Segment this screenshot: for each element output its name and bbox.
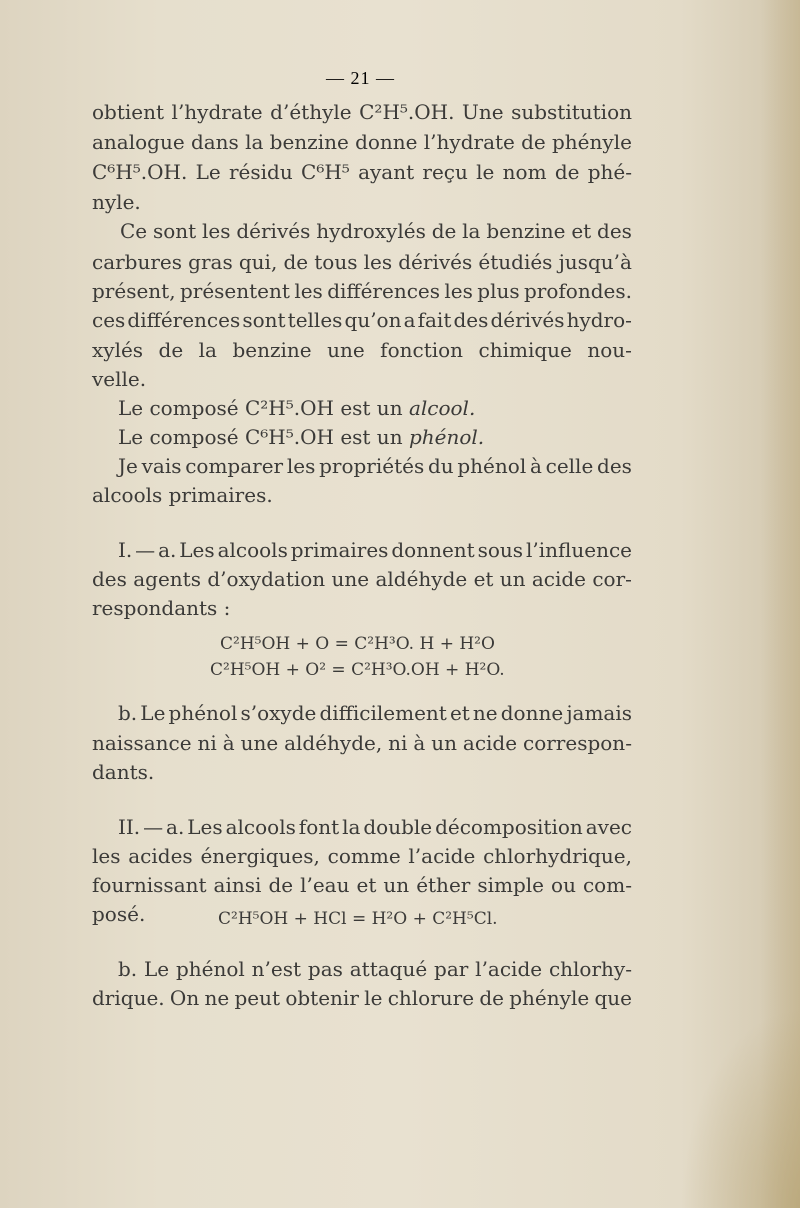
word: naissance <box>92 731 192 755</box>
word: phénol <box>175 957 245 981</box>
word: agents <box>133 567 201 591</box>
word: carbures <box>92 250 183 274</box>
page-corner-stain <box>680 1008 800 1208</box>
word: l’hydrate <box>171 100 263 124</box>
word: double <box>363 815 433 839</box>
word: une <box>331 567 370 591</box>
word: a. <box>158 538 177 562</box>
word: ne <box>472 701 498 725</box>
word: aldéhyde <box>375 567 468 591</box>
word: II. <box>118 815 141 839</box>
text-line: nyle. <box>92 190 141 214</box>
word: fournissant <box>92 873 207 897</box>
chemical-equation: C²H⁵OH + O² = C²H³O.OH + H²O. <box>210 660 505 680</box>
text-line <box>118 454 632 478</box>
word: les <box>202 219 231 243</box>
word: une <box>327 338 365 362</box>
word: com- <box>582 873 632 897</box>
text-line <box>92 338 632 362</box>
word: celle <box>545 454 594 478</box>
word: sont <box>152 219 197 243</box>
word: ces <box>92 308 126 332</box>
word: nou- <box>587 338 632 362</box>
word: jusqu’à <box>558 250 632 274</box>
word: et <box>571 219 592 243</box>
word: comparer <box>185 454 284 478</box>
word: acides <box>128 844 193 868</box>
word: donne <box>500 701 564 725</box>
word: reçu <box>422 160 468 184</box>
word: de <box>554 160 580 184</box>
word: un <box>383 873 410 897</box>
word: vais <box>141 454 182 478</box>
word: attaqué <box>349 957 428 981</box>
word: C⁶H⁵ <box>301 160 350 184</box>
word: aldéhyde, <box>284 731 383 755</box>
word: de <box>431 219 457 243</box>
word: alcools <box>217 538 288 562</box>
word: sont <box>242 308 286 332</box>
word: tous <box>314 250 358 274</box>
word: Le <box>195 160 221 184</box>
italic-term: alcool. <box>408 396 476 420</box>
text-line: velle. <box>92 367 147 391</box>
word: les <box>363 250 393 274</box>
word: d’éthyle <box>270 100 352 124</box>
word: une <box>240 731 279 755</box>
word: l’acide <box>475 957 543 981</box>
word: ni <box>197 731 217 755</box>
word: n’est <box>251 957 302 981</box>
word: et <box>449 701 470 725</box>
word: phé- <box>587 160 632 184</box>
word: la <box>462 219 481 243</box>
text-line: respondants : <box>92 596 231 620</box>
word: drique. <box>92 986 165 1010</box>
text-line <box>92 130 632 154</box>
word: Le <box>140 701 166 725</box>
text-line <box>92 250 632 274</box>
word: ayant <box>358 160 415 184</box>
word: phénol <box>168 701 238 725</box>
word: le <box>364 986 383 1010</box>
word: la <box>198 338 217 362</box>
word: a <box>403 308 416 332</box>
word: éther <box>416 873 471 897</box>
word: C²H⁵.OH. <box>359 100 455 124</box>
text-line <box>92 100 632 124</box>
word: chlorhy- <box>548 957 632 981</box>
word: les <box>444 279 473 303</box>
word: — <box>135 538 156 562</box>
word: analogue <box>92 130 185 154</box>
word: hydro- <box>566 308 632 332</box>
word: Les <box>187 815 223 839</box>
word: pas <box>307 957 343 981</box>
word: des <box>597 219 632 243</box>
word: plus <box>477 279 520 303</box>
word: gras <box>188 250 233 274</box>
word: différences <box>127 308 241 332</box>
word: à <box>413 731 426 755</box>
word: xylés <box>92 338 144 362</box>
word: sous <box>477 538 524 562</box>
text-line: Le composé C²H⁵.OH est un alcool. <box>118 396 476 420</box>
text-line <box>118 815 632 839</box>
text-line <box>92 986 632 1010</box>
word: du <box>427 454 454 478</box>
word: résidu <box>229 160 293 184</box>
word: profondes. <box>523 279 632 303</box>
text-line: alcools primaires. <box>92 483 273 507</box>
word: de <box>479 986 504 1010</box>
word: et <box>473 567 494 591</box>
word: benzine <box>486 219 566 243</box>
word: qu’on <box>344 308 402 332</box>
word: fait <box>417 308 452 332</box>
text-line <box>120 219 632 243</box>
word: — <box>143 815 164 839</box>
text-line <box>92 731 632 755</box>
word: énergiques, <box>200 844 320 868</box>
text-line <box>92 279 632 303</box>
word: le <box>476 160 495 184</box>
chemical-equation: C²H⁵OH + HCl = H²O + C²H⁵Cl. <box>218 909 498 929</box>
word: chimique <box>478 338 572 362</box>
word: hydroxylés <box>316 219 426 243</box>
word: qui, <box>238 250 278 274</box>
word: décomposition <box>435 815 583 839</box>
word: substitution <box>511 100 632 124</box>
word: On <box>169 986 200 1010</box>
word: des <box>597 454 632 478</box>
word: des <box>453 308 489 332</box>
word: I. <box>118 538 133 562</box>
word: telles <box>287 308 343 332</box>
word: la <box>245 130 264 154</box>
word: phénol <box>457 454 527 478</box>
word: dérivés <box>398 250 473 274</box>
word: font <box>298 815 340 839</box>
text-line <box>92 844 632 868</box>
text-line <box>92 308 632 332</box>
word: acide <box>462 731 518 755</box>
word: de <box>283 250 309 274</box>
word: comme <box>327 844 401 868</box>
word: Je <box>118 454 138 478</box>
word: un <box>431 731 457 755</box>
word: à <box>222 731 235 755</box>
word: les <box>294 279 323 303</box>
chemical-equation: C²H⁵OH + O = C²H³O. H + H²O <box>220 634 495 654</box>
text-line: Le composé C⁶H⁵.OH est un phénol. <box>118 425 485 449</box>
word: la <box>342 815 361 839</box>
word: b. <box>118 701 138 725</box>
word: chlorhydrique, <box>483 844 632 868</box>
word: C⁶H⁵.OH. <box>92 160 188 184</box>
word: donne <box>355 130 418 154</box>
word: donnent <box>391 538 475 562</box>
word: ou <box>551 873 576 897</box>
word: à <box>529 454 542 478</box>
word: obtient <box>92 100 165 124</box>
word: s’oxyde <box>240 701 317 725</box>
word: un <box>499 567 526 591</box>
word: b. <box>118 957 138 981</box>
word: ne <box>204 986 230 1010</box>
word: difficilement <box>319 701 447 725</box>
word: Ce <box>120 219 148 243</box>
word: présentent <box>179 279 290 303</box>
word: les <box>92 844 121 868</box>
word: ni <box>388 731 408 755</box>
word: les <box>286 454 316 478</box>
word: propriétés <box>319 454 425 478</box>
text-line: dants. <box>92 760 155 784</box>
word: primaires <box>290 538 389 562</box>
text-line <box>118 538 632 562</box>
word: ainsi <box>213 873 262 897</box>
text-line <box>118 701 632 725</box>
word: de <box>268 873 294 897</box>
word: et <box>356 873 377 897</box>
word: phényle <box>552 130 632 154</box>
word: l’hydrate <box>423 130 515 154</box>
word: nom <box>502 160 547 184</box>
italic-term: phénol. <box>408 425 485 449</box>
word: obtenir <box>285 986 359 1010</box>
word: que <box>594 986 632 1010</box>
word: benzine <box>232 338 312 362</box>
word: Le <box>144 957 170 981</box>
word: cor- <box>592 567 632 591</box>
word: étudiés <box>478 250 553 274</box>
word: d’oxydation <box>207 567 326 591</box>
page-number: — 21 — <box>326 68 395 88</box>
word: phényle <box>509 986 590 1010</box>
word: chlorure <box>387 986 475 1010</box>
word: alcools <box>225 815 296 839</box>
word: avec <box>585 815 632 839</box>
text-line <box>118 957 632 981</box>
word: fonction <box>380 338 464 362</box>
word: dérivés <box>490 308 565 332</box>
text-line <box>92 567 632 591</box>
word: par <box>434 957 469 981</box>
word: peut <box>234 986 281 1010</box>
word: Une <box>461 100 504 124</box>
word: de <box>521 130 546 154</box>
word: l’acide <box>408 844 476 868</box>
word: Les <box>179 538 215 562</box>
word: de <box>158 338 184 362</box>
word: dans <box>190 130 239 154</box>
word: benzine <box>269 130 349 154</box>
text-line <box>92 873 632 897</box>
word: acide <box>531 567 587 591</box>
word: l’eau <box>300 873 350 897</box>
word: des <box>92 567 127 591</box>
text-line: posé. <box>92 902 146 926</box>
word: présent, <box>92 279 176 303</box>
word: correspon- <box>523 731 632 755</box>
word: jamais <box>566 701 632 725</box>
word: dérivés <box>236 219 311 243</box>
text-line <box>92 160 632 184</box>
word: simple <box>477 873 545 897</box>
word: a. <box>166 815 185 839</box>
word: l’influence <box>525 538 632 562</box>
word: différences <box>327 279 441 303</box>
